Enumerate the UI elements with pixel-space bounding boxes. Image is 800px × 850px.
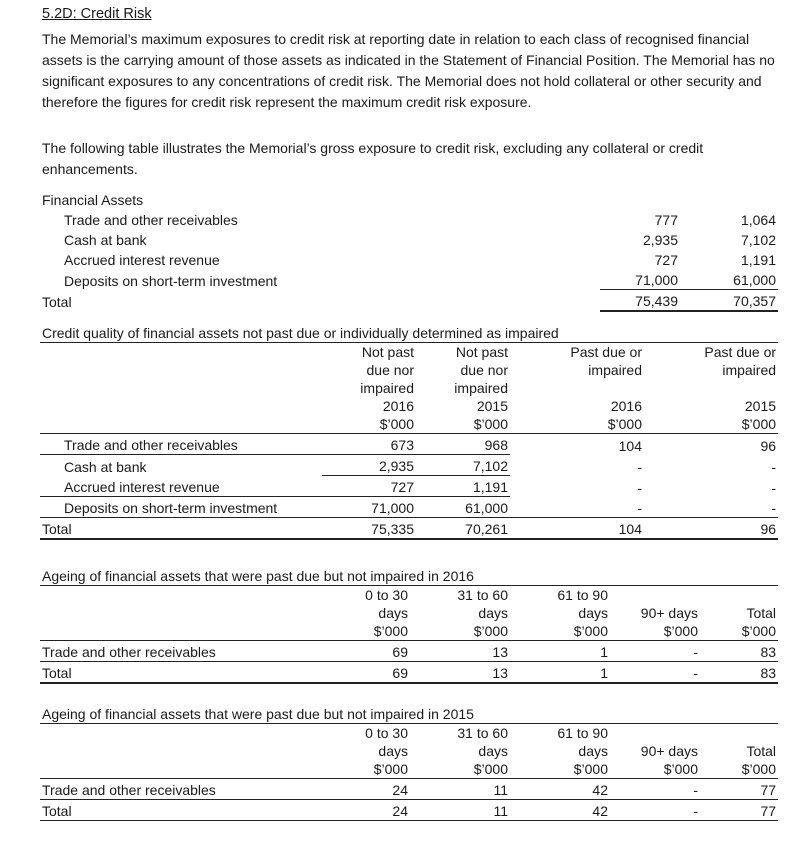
total-cell: - [610, 800, 700, 821]
column-header: Past due or impaired 2016 $’000 [570, 344, 642, 432]
table-title-row [40, 322, 778, 343]
table-row [40, 641, 778, 662]
value-cell: 968 [416, 434, 510, 455]
column-header: 90+ days $’000 [640, 743, 698, 777]
row-label: Accrued interest revenue [64, 252, 220, 268]
column-header-row [40, 343, 778, 434]
value-2016: 727 [654, 252, 678, 268]
value-cell: - [771, 458, 777, 475]
column-header: 31 to 60 days $’000 [457, 725, 508, 777]
total-row [40, 800, 778, 821]
row-label: Trade and other receivables [40, 434, 322, 455]
value-cell: 96 [644, 434, 778, 455]
total-2015: 70,357 [680, 290, 778, 312]
total-cell: 104 [510, 518, 644, 540]
value-cell: - [637, 479, 642, 496]
total-cell: 77 [700, 800, 778, 821]
table-title-row [40, 565, 778, 586]
value-cell: - [637, 500, 642, 516]
table-row [40, 497, 778, 518]
total-cell: - [610, 662, 700, 684]
table-row [40, 455, 778, 476]
total-2016: 75,439 [600, 290, 680, 312]
total-cell: 24 [310, 800, 410, 821]
value-cell: 1,191 [416, 476, 510, 497]
table-row [40, 229, 778, 249]
total-label: Total [42, 294, 72, 310]
value-cell: 61,000 [416, 497, 510, 518]
value-cell: 673 [322, 434, 416, 455]
total-cell: 70,261 [416, 518, 510, 540]
total-cell: 83 [700, 662, 778, 684]
column-header: 90+ days $’000 [640, 605, 698, 639]
total-cell: 11 [410, 800, 510, 821]
column-header: Total $’000 [741, 743, 777, 777]
table-title-row [40, 189, 778, 209]
value-cell: - [637, 458, 642, 475]
table-row [40, 249, 778, 269]
table-title-row [40, 703, 778, 724]
column-header: Total $’000 [741, 605, 777, 639]
total-row [40, 518, 778, 540]
total-cell: 42 [510, 800, 610, 821]
total-cell: 1 [510, 662, 610, 684]
column-header: 61 to 90 days $’000 [557, 587, 608, 639]
column-header: 61 to 90 days $’000 [557, 725, 608, 777]
column-header: 31 to 60 days $’000 [457, 587, 508, 639]
table-row [40, 434, 778, 455]
column-header: 0 to 30 days $’000 [365, 587, 408, 639]
table-row [40, 476, 778, 497]
value-cell: 13 [410, 641, 510, 662]
row-label: Deposits on short-term investment [64, 272, 278, 289]
column-header-row [40, 724, 778, 779]
total-row [40, 290, 778, 312]
row-label: Deposits on short-term investment [40, 497, 322, 518]
value-cell: 24 [310, 779, 410, 800]
financial-assets-table [40, 189, 778, 312]
ageing-2015-table [40, 703, 778, 821]
value-cell: 77 [700, 779, 778, 800]
row-label: Accrued interest revenue [64, 479, 220, 495]
value-cell: - [610, 641, 700, 662]
value-cell: 69 [310, 641, 410, 662]
value-2015: 61,000 [733, 272, 776, 288]
total-cell: 96 [644, 518, 778, 540]
value-cell: 42 [510, 779, 610, 800]
total-cell: 69 [310, 662, 410, 684]
row-label: Cash at bank [64, 232, 147, 248]
total-label: Total [40, 518, 322, 540]
value-cell: 2,935 [322, 455, 416, 476]
column-header: Past due or impaired 2015 $’000 [704, 344, 777, 432]
intro-paragraph: The Memorial’s maximum exposures to credit risk at reporting date in relation to each class of recognised financial assets is the carrying amount of those assets as indicated in the Statement of Financial Position. The Memorial has no significant exposures to any concentrations of credit risk. The Memorial does not hold collateral or other security and therefore the figures for credit risk represent the maximum credit risk exposure. [42, 31, 775, 110]
table-title: Ageing of financial assets that were past due but not impaired in 2016 [40, 565, 778, 586]
column-header: Not past due nor impaired 2016 $’000 [360, 344, 414, 432]
total-cell: 75,335 [322, 518, 416, 540]
value-cell: 83 [700, 641, 778, 662]
total-row [40, 662, 778, 684]
value-2015: 7,102 [740, 232, 776, 248]
value-cell: 7,102 [416, 455, 510, 476]
value-2016: 777 [654, 212, 678, 228]
row-label: Trade and other receivables [40, 779, 310, 800]
value-2015: 1,191 [740, 252, 776, 268]
table-intro-paragraph: The following table illustrates the Memorial’s gross exposure to credit risk, excluding any collateral or credit enhancements. [42, 140, 704, 177]
value-cell: 104 [510, 434, 644, 455]
table-title: Credit quality of financial assets not past due or individually determined as impaired [40, 322, 778, 343]
value-cell: 727 [322, 476, 416, 497]
table-title: Financial Assets [42, 192, 144, 208]
value-2016: 2,935 [642, 232, 678, 248]
ageing-2016-table [40, 565, 778, 684]
total-label: Total [40, 662, 310, 684]
section-heading: 5.2D: Credit Risk [42, 6, 152, 22]
table-row [40, 779, 778, 800]
column-header-row [40, 586, 778, 641]
value-2015: 1,064 [740, 212, 776, 228]
row-label: Trade and other receivables [64, 212, 238, 228]
value-cell: - [771, 500, 777, 516]
value-cell: - [610, 779, 700, 800]
table-title: Ageing of financial assets that were past due but not impaired in 2015 [40, 703, 778, 724]
column-header: 0 to 30 days $’000 [365, 725, 408, 777]
credit-quality-table [40, 322, 778, 540]
value-cell: 11 [410, 779, 510, 800]
value-cell: 71,000 [322, 497, 416, 518]
row-label: Trade and other receivables [40, 641, 310, 662]
total-cell: 13 [410, 662, 510, 684]
value-cell: - [771, 479, 777, 496]
table-row [40, 209, 778, 229]
value-2016: 71,000 [635, 272, 678, 288]
total-label: Total [40, 800, 310, 821]
value-cell: 1 [510, 641, 610, 662]
row-label: Cash at bank [40, 455, 322, 476]
column-header: Not past due nor impaired 2015 $’000 [454, 344, 508, 432]
table-row [40, 269, 778, 290]
